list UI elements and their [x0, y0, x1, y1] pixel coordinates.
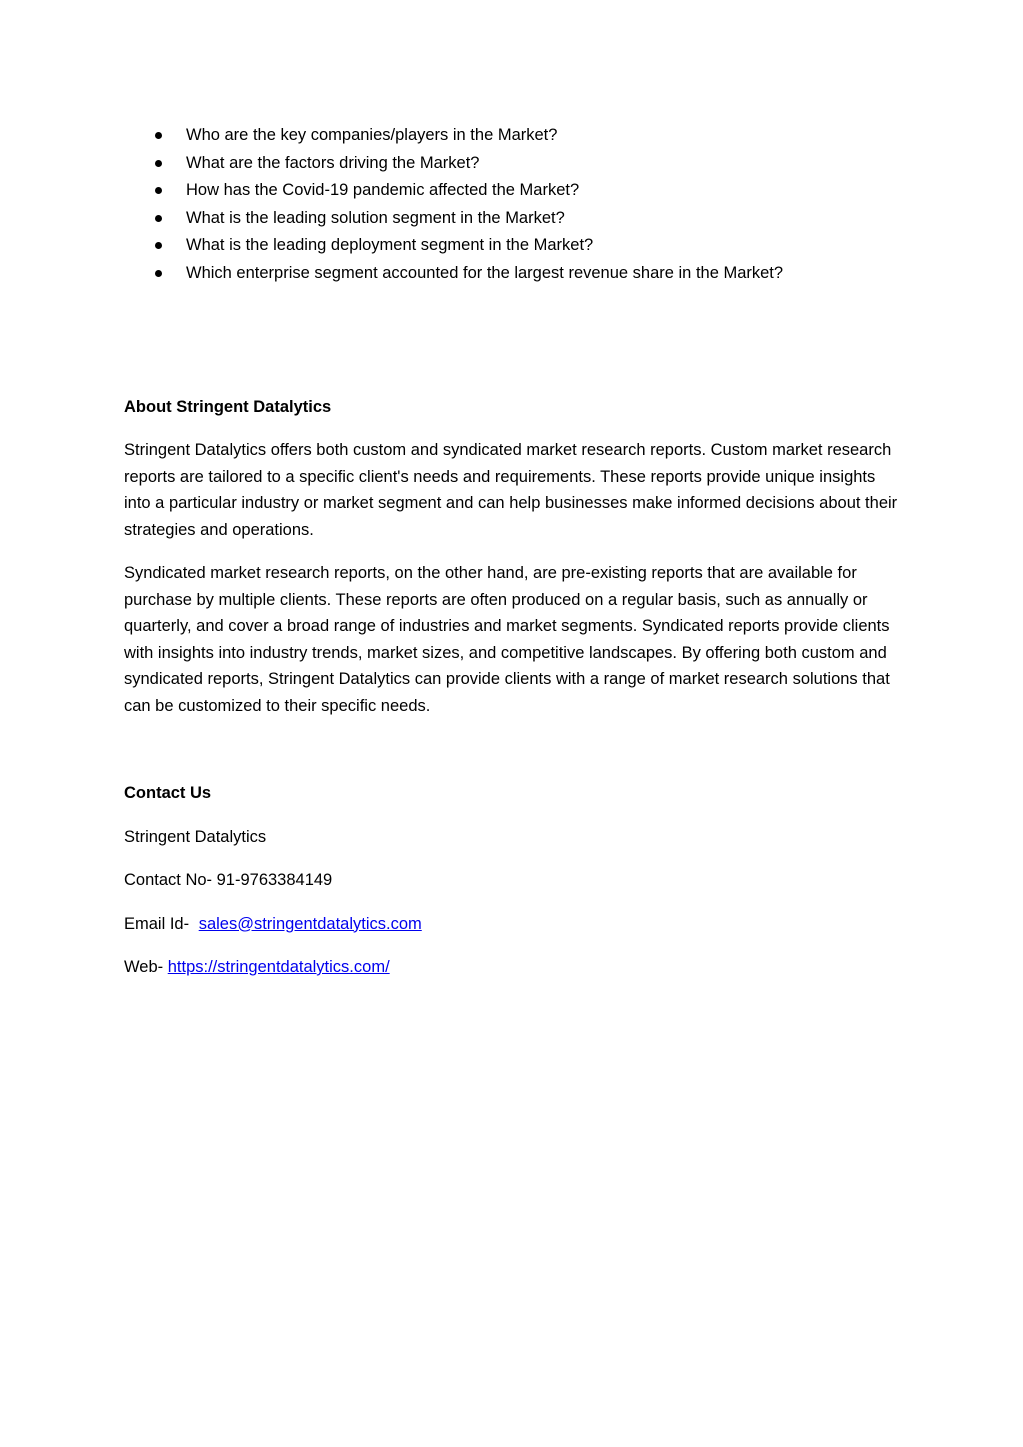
about-paragraph-2: Syndicated market research reports, on the other hand, are pre-existing reports that are available for purchase by multiple clients. These reports are often produced on a regular basis, such as annually or quarterly, and cover a broad range of industries and market segments. Syndicated reports provide clients with insights into industry trends, market sizes, and competitive landscapes. By offering both custom and syndicated reports, Stringent Datalytics can provide clients with a range of market research solutions that can be customized to their specific needs.	[124, 564, 890, 715]
bullet-icon	[155, 242, 162, 249]
contact-heading: Contact Us	[124, 784, 212, 803]
question-text: Who are the key companies/players in the Market?	[186, 126, 558, 144]
contact-company: Stringent Datalytics	[124, 827, 267, 846]
web-link[interactable]: https://stringentdatalytics.com/	[167, 958, 390, 977]
list-item	[124, 232, 904, 260]
list-item	[124, 122, 904, 150]
web-label: Web-	[124, 958, 168, 977]
contact-email-line	[124, 911, 904, 938]
question-text: How has the Covid-19 pandemic affected the Market?	[186, 181, 580, 200]
bullet-icon	[155, 132, 162, 139]
question-text: Which enterprise segment accounted for the largest revenue share in the Market?	[186, 263, 784, 282]
question-text: What is the leading solution segment in the Market?	[186, 208, 565, 227]
phone-label: Contact No-	[124, 871, 217, 890]
contact-web-line	[124, 954, 904, 981]
bullet-icon	[155, 160, 162, 167]
email-link[interactable]: sales@stringentdatalytics.com	[198, 914, 422, 933]
bullet-icon	[155, 187, 162, 194]
contact-phone-line	[124, 867, 904, 894]
question-text: What are the factors driving the Market?	[186, 153, 480, 172]
email-label: Email Id-	[124, 914, 194, 933]
bullet-icon	[155, 270, 162, 277]
about-heading: About Stringent Datalytics	[124, 397, 332, 416]
question-text: What is the leading deployment segment in the Market?	[186, 236, 594, 255]
questions-list	[124, 122, 904, 288]
list-item	[124, 205, 904, 233]
about-paragraph-1: Stringent Datalytics offers both custom and syndicated market research reports. Custom market research reports are tailored to a specific client's needs and requirements. These reports provide unique insights into a particular industry or market segment and can help businesses make informed decisions about their strategies and operations.	[124, 441, 898, 539]
list-item	[124, 177, 904, 205]
list-item	[124, 260, 904, 288]
bullet-icon	[155, 215, 162, 222]
phone-number: 91-9763384149	[216, 871, 333, 890]
page-content	[124, 122, 904, 981]
list-item	[124, 150, 904, 178]
